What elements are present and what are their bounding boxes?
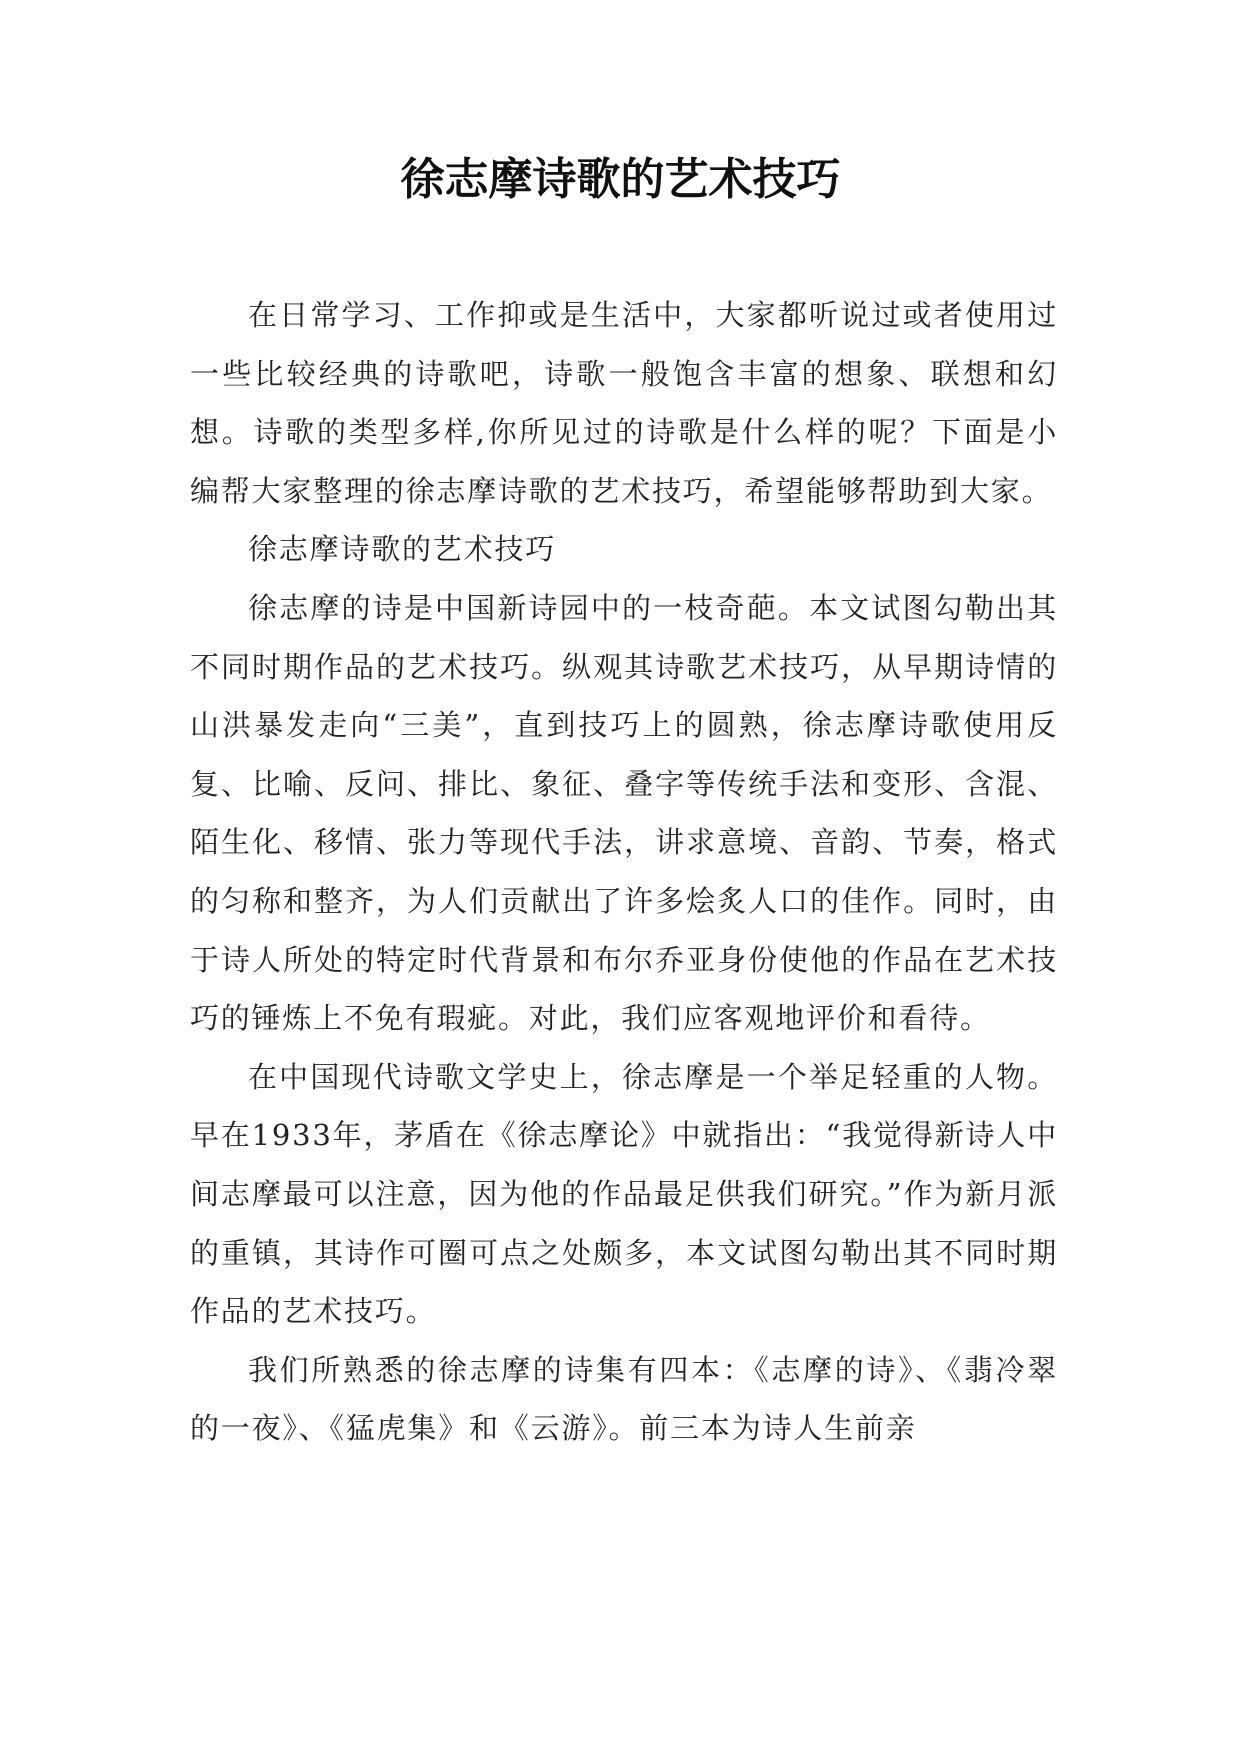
paragraph-history: 在中国现代诗歌文学史上，徐志摩是一个举足轻重的人物。早在1933年，茅盾在《徐志摩论》中就指出：“我觉得新诗人中间志摩最可以注意，因为他的作品最足供我们研究。”作为新月派的重镇，其诗作可圈可点之处颇多，本文试图勾勒出其不同时期作品的艺术技巧。 xyxy=(190,1059,1058,1329)
paragraph-subheading: 徐志摩诗歌的艺术技巧 xyxy=(248,532,557,567)
paragraph-collections: 我们所熟悉的徐志摩的诗集有四本：《志摩的诗》、《翡冷翠的一夜》、《猛虎集》和《云游》。前三本为诗人生前亲 xyxy=(190,1352,1058,1446)
document-title: 徐志摩诗歌的艺术技巧 xyxy=(400,154,841,205)
paragraph-overview: 徐志摩的诗是中国新诗园中的一枝奇葩。本文试图勾勒出其不同时期作品的艺术技巧。纵观其诗歌艺术技巧，从早期诗情的山洪暴发走向“三美”，直到技巧上的圆熟，徐志摩诗歌使用反复、比喻、反问、排比、象征、叠字等传统手法和变形、含混、陌生化、移情、张力等现代手法，讲求意境、音韵、节奏，格式的匀称和整齐，为人们贡献出了许多烩炙人口的佳作。同时，由于诗人所处的特定时代背景和布尔乔亚身份使他的作品在艺术技巧的锤炼上不免有瑕疵。对此，我们应客观地评价和看待。 xyxy=(190,590,1058,1036)
document-body xyxy=(190,286,1058,1458)
paragraph-intro: 在日常学习、工作抑或是生活中，大家都听说过或者使用过一些比较经典的诗歌吧，诗歌一般饱含丰富的想象、联想和幻想。诗歌的类型多样,你所见过的诗歌是什么样的呢？下面是小编帮大家整理的徐志摩诗歌的艺术技巧，希望能够帮助到大家。 xyxy=(190,298,1058,508)
